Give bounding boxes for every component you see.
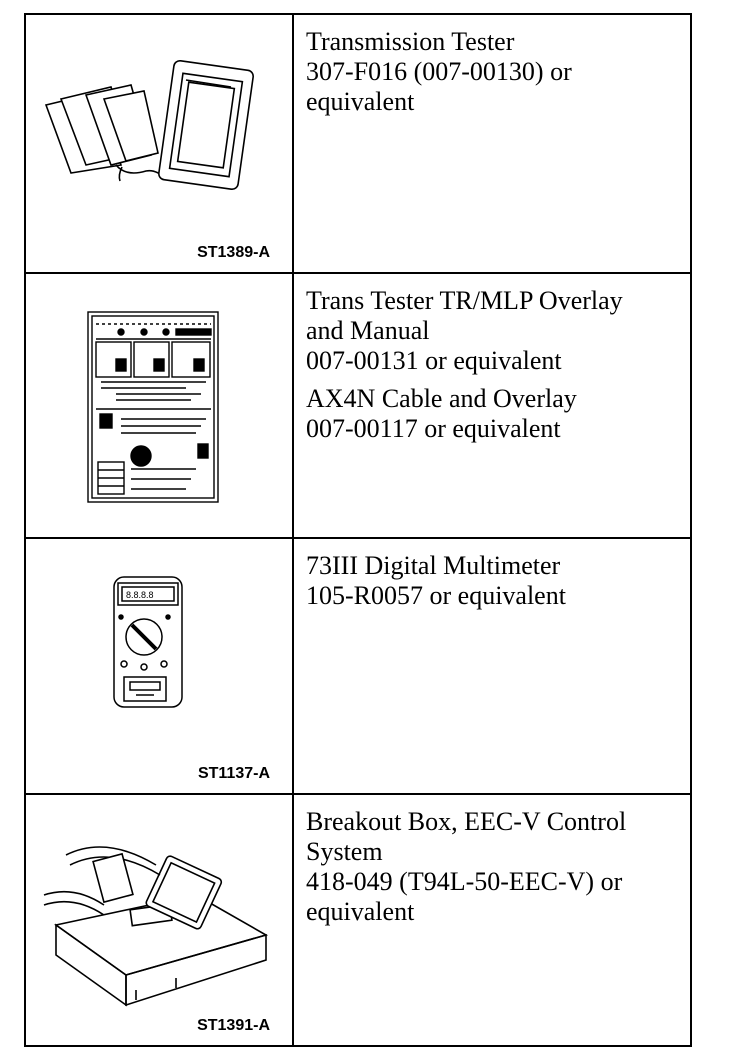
special-tools-table: [24, 13, 692, 1047]
tool-description: [294, 795, 690, 1045]
tool-line: Transmission Tester: [306, 27, 515, 56]
tool-row: [26, 539, 690, 795]
tool-description: [294, 539, 690, 793]
tool-line: 007-00131 or equivalent: [306, 346, 562, 375]
digital-multimeter-illustration: [26, 539, 292, 793]
tool-row: [26, 274, 690, 539]
overlay-manual-illustration: [26, 274, 292, 537]
tool-line: AX4N Cable and Overlay: [306, 384, 577, 413]
tool-illustration-cell: [26, 274, 294, 537]
tool-line: equivalent: [306, 87, 415, 116]
tool-line: Breakout Box, EEC-V Control: [306, 807, 627, 836]
tool-line: System: [306, 837, 383, 866]
tool-illustration-cell: [26, 795, 294, 1045]
tool-row: [26, 795, 690, 1045]
tool-line: 007-00117 or equivalent: [306, 414, 561, 443]
tool-row: [26, 15, 690, 274]
breakout-box-illustration: [26, 795, 292, 1043]
tool-line: 105-R0057 or equivalent: [306, 581, 566, 610]
figure-code: ST1391-A: [197, 1017, 270, 1034]
tool-description: [294, 274, 690, 537]
svg-text:8.8.8.8: 8.8.8.8: [126, 590, 154, 600]
tool-line: Trans Tester TR/MLP Overlay: [306, 286, 623, 315]
tool-illustration-cell: [26, 539, 294, 793]
tool-line: 307-F016 (007-00130) or: [306, 57, 572, 86]
figure-code: ST1137-A: [197, 765, 270, 782]
tool-line: 73III Digital Multimeter: [306, 551, 561, 580]
tool-line: 418-049 (T94L-50-EEC-V) or: [306, 867, 623, 896]
transmission-tester-illustration: [26, 15, 292, 272]
tool-description: [294, 15, 690, 272]
tool-illustration-cell: [26, 15, 294, 272]
tool-line: equivalent: [306, 897, 415, 926]
figure-code: ST1389-A: [197, 244, 270, 261]
tool-line: and Manual: [306, 316, 430, 345]
